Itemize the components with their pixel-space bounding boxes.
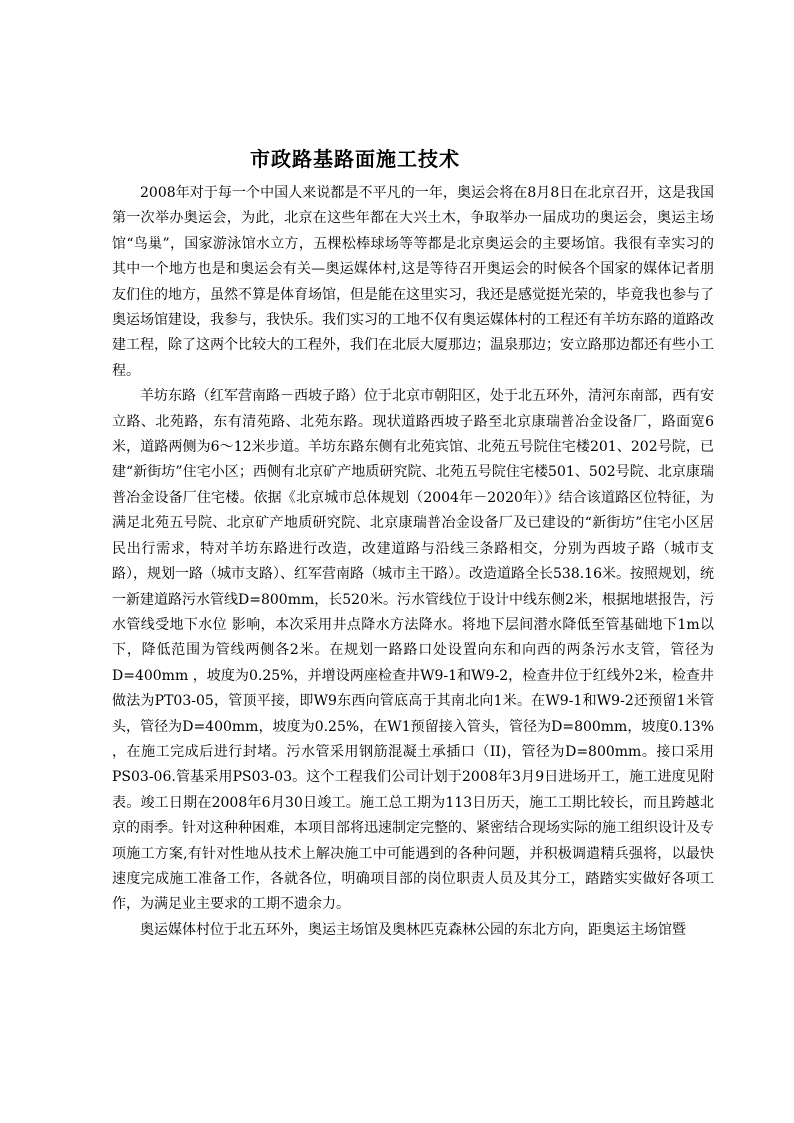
document-body xyxy=(112,181,714,943)
document-title: 市政路基路面施工技术 xyxy=(250,147,460,171)
paragraph: 2008年对于每一个中国人来说都是不平凡的一年，奥运会将在8月8日在北京召开，这是我国第一次举办奥运会，为此，北京在这些年都在大兴土木，争取举办一届成功的奥运会，奥运主场馆“鸟巢”，国家游泳馆水立方，五棵松棒球场等等都是北京奥运会的主要场馆。我很有幸实习的其中一个地方也是和奥运会有关—奥运媒体村,这是等待召开奥运会的时候各个国家的媒体记者朋友们住的地方，虽然不算是体育场馆，但是能在这里实习，我还是感觉挺光荣的，毕竟我也参与了奥运场馆建设，我参与，我快乐。我们实习的工地不仅有奥运媒体村的工程还有羊坊东路的道路改建工程，除了这两个比较大的工程外，我们在北辰大厦那边；温泉那边；安立路那边都还有些小工程。 xyxy=(112,185,714,379)
paragraph: 奥运媒体村位于北五环外，奥运主场馆及奥林匹克森林公园的东北方向，距奥运主场馆暨 xyxy=(140,921,686,938)
paragraph: 羊坊东路（红军营南路－西坡子路）位于北京市朝阳区，处于北五环外，清河东南部，西有安立路、北苑路，东有清苑路、北苑东路。现状道路西坡子路至北京康瑞普冶金设备厂，路面宽6米，道路两侧为6～12米步道。羊坊东路东侧有北苑宾馆、北苑五号院住宅楼201、202号院，已建“新街坊”住宅小区；西侧有北京矿产地质研究院、北苑五号院住宅楼501、502号院、北京康瑞普冶金设备厂住宅楼。依据《北京城市总体规划（2004年－2020年）》结合该道路区位特征，为满足北苑五号院、北京矿产地质研究院、北京康瑞普冶金设备厂及已建设的“新街坊”住宅小区居民出行需求，特对羊坊东路进行改造，改建道路与沿线三条路相交，分别为西坡子路（城市支路），规划一路（城市支路）、红军营南路（城市主干路）。改造道路全长538.16米。按照规划，统一新建道路污水管线D=800mm，长520米。污水管线位于设计中线东侧2米，根据地堪报告，污水管线受地下水位 影响，本次采用井点降水方法降水。将地下层间潜水降低至管基础地下1m以下，降低范围为管线两侧各2米。在规划一路路口处设置向东和向西的两条污水支管，管径为D=400mm ，坡度为0.25%，并增设两座检查井W9-1和W9-2，检查井位于红线外2米，检查井做法为PT03-05，管顶平接，即W9东西向管底高于其南北向1米。在W9-1和W9-2还预留1米管头，管径为D=400mm，坡度为0.25%，在W1预留接入管头，管径为D=800mm，坡度0.13% ，在施工完成后进行封堵。污水管采用钢筋混凝土承插口（II)，管径为D=800mm。接口采用PS03-06.管基采用PS03-03。这个工程我们公司计划于2008年3月9日进场开工，施工进度见附表。竣工日期在2008年6月30日竣工。施工总工期为113日历天，施工工期比较长，而且跨越北京的雨季。针对这种种困难，本项目部将迅速制定完整的、紧密结合现场实际的施工组织设计及专项施工方案,有针对性地从技术上解决施工中可能遇到的各种问题，并积极调遣精兵强将，以最快速度完成施工准备工作，各就各位，明确项目部的岗位职责人员及其分工，踏踏实实做好各项工作，为满足业主要求的工期不遗余力。 xyxy=(112,388,714,913)
